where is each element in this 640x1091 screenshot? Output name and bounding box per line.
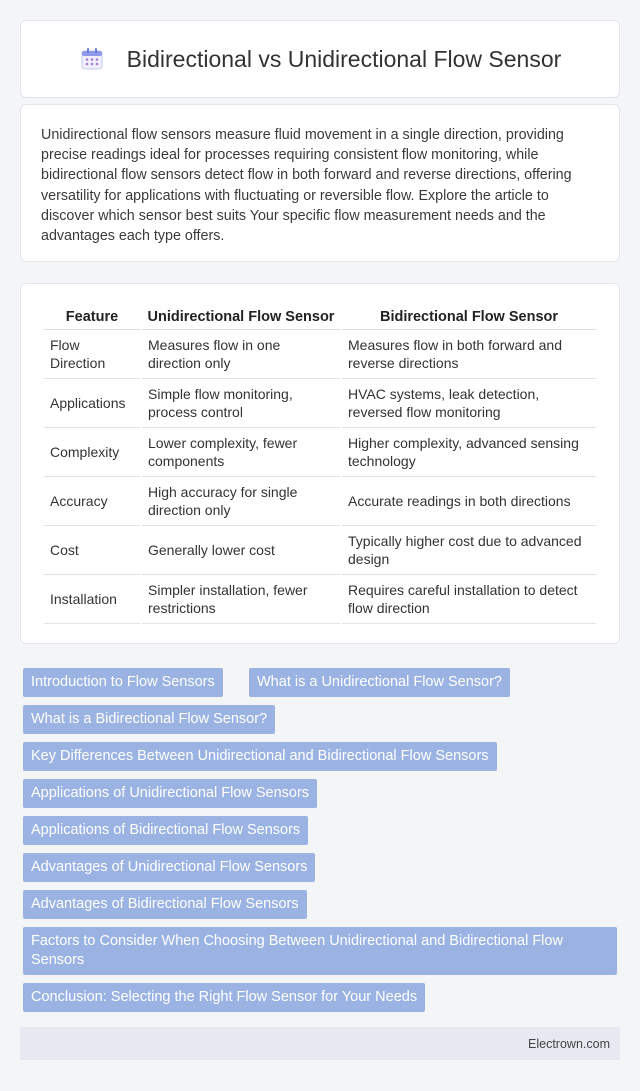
- table-cell-unidirectional: Lower complexity, fewer components: [142, 428, 340, 477]
- table-row: [44, 477, 596, 526]
- toc-link-advantages-bidirectional[interactable]: Advantages of Bidirectional Flow Sensors: [23, 890, 307, 919]
- table-row: [44, 379, 596, 428]
- table-cell-feature: Cost: [44, 526, 140, 575]
- title-wrap: [79, 46, 562, 73]
- table-cell-feature: Accuracy: [44, 477, 140, 526]
- footer: [20, 1027, 620, 1060]
- header-feature: Feature: [44, 304, 140, 330]
- table-cell-feature: Installation: [44, 575, 140, 624]
- table-cell-bidirectional: Typically higher cost due to advanced design: [342, 526, 596, 575]
- toc-link-key-differences[interactable]: Key Differences Between Unidirectional and Bidirectional Flow Sensors: [23, 742, 497, 771]
- table-row: [44, 330, 596, 379]
- table-row: [44, 526, 596, 575]
- header-bidirectional: Bidirectional Flow Sensor: [342, 304, 596, 330]
- page-title: Bidirectional vs Unidirectional Flow Sensor: [126, 45, 562, 72]
- toc-link-advantages-unidirectional[interactable]: Advantages of Unidirectional Flow Sensors: [23, 853, 315, 882]
- intro-text: Unidirectional flow sensors measure fluid movement in a single direction, providing precise readings ideal for processes requiring consistent flow monitoring, while bidirectional flow sensors detect flow in both forward and reverse directions, offering versatility for applications with fluctuating or reversible flow. Explore the article to discover which sensor best suits Your specific flow measurement needs and the advantages each type offers.: [41, 127, 572, 245]
- table-header-row: [44, 304, 596, 330]
- table-cell-bidirectional: Higher complexity, advanced sensing technology: [342, 428, 596, 477]
- toc-link-unidirectional[interactable]: What is a Unidirectional Flow Sensor?: [249, 668, 510, 697]
- intro-card: [20, 104, 620, 262]
- table-cell-feature: Complexity: [44, 428, 140, 477]
- table-cell-bidirectional: Accurate readings in both directions: [342, 477, 596, 526]
- table-cell-unidirectional: High accuracy for single direction only: [142, 477, 340, 526]
- table-cell-unidirectional: Simpler installation, fewer restrictions: [142, 575, 340, 624]
- toc-link-factors[interactable]: Factors to Consider When Choosing Between Unidirectional and Bidirectional Flow Sensors: [23, 927, 617, 975]
- footer-site-name: Electrown.com: [528, 1036, 610, 1051]
- table-cell-unidirectional: Simple flow monitoring, process control: [142, 379, 340, 428]
- comparison-table-card: [20, 283, 620, 644]
- table-row: [44, 428, 596, 477]
- comparison-table: [42, 304, 598, 624]
- header-card: [20, 20, 620, 98]
- table-cell-feature: Flow Direction: [44, 330, 140, 379]
- table-cell-bidirectional: Requires careful installation to detect flow direction: [342, 575, 596, 624]
- table-cell-unidirectional: Measures flow in one direction only: [142, 330, 340, 379]
- table-row: [44, 575, 596, 624]
- calendar-grid-icon: [79, 46, 105, 72]
- table-cell-bidirectional: HVAC systems, leak detection, reversed flow monitoring: [342, 379, 596, 428]
- toc-link-applications-bidirectional[interactable]: Applications of Bidirectional Flow Sensors: [23, 816, 308, 845]
- table-cell-bidirectional: Measures flow in both forward and reverse directions: [342, 330, 596, 379]
- toc-link-bidirectional[interactable]: What is a Bidirectional Flow Sensor?: [23, 705, 275, 734]
- table-cell-unidirectional: Generally lower cost: [142, 526, 340, 575]
- toc-link-applications-unidirectional[interactable]: Applications of Unidirectional Flow Sensors: [23, 779, 317, 808]
- toc-link-conclusion[interactable]: Conclusion: Selecting the Right Flow Sensor for Your Needs: [23, 983, 425, 1012]
- toc-link-introduction[interactable]: Introduction to Flow Sensors: [23, 668, 223, 697]
- table-cell-feature: Applications: [44, 379, 140, 428]
- header-unidirectional: Unidirectional Flow Sensor: [142, 304, 340, 330]
